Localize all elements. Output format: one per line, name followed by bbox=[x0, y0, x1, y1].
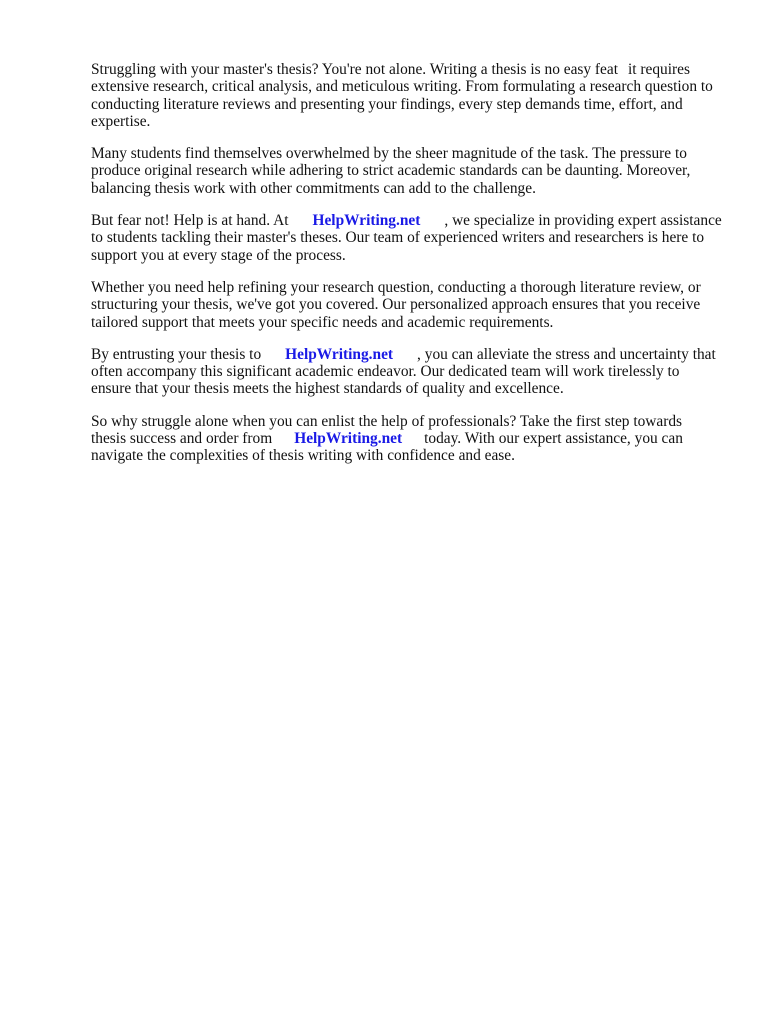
text-fragment: , you can alleviate the stress and uncertainty that bbox=[417, 345, 716, 363]
text-fragment: it requires bbox=[628, 61, 690, 78]
text-line bbox=[91, 61, 731, 78]
text-line: Whether you need help refining your research question, conducting a thorough literature review, or bbox=[91, 278, 701, 296]
text-line: balancing thesis work with other commitments can add to the challenge. bbox=[91, 179, 536, 197]
text-line: extensive research, critical analysis, and meticulous writing. From formulating a research question to bbox=[91, 78, 713, 96]
text-line: tailored support that meets your specific needs and academic requirements. bbox=[91, 313, 554, 331]
helpwriting-link[interactable]: HelpWriting.net bbox=[294, 430, 403, 448]
text-fragment: By entrusting your thesis to bbox=[91, 345, 262, 363]
paragraph-help-at-hand bbox=[91, 212, 731, 264]
text-line: So why struggle alone when you can enlist the help of professionals? Take the first step towards bbox=[91, 412, 683, 430]
paragraph-support bbox=[91, 279, 731, 331]
text-line: navigate the complexities of thesis writing with confidence and ease. bbox=[91, 447, 515, 465]
text-line: structuring your thesis, we've got you covered. Our personalized approach ensures that you receive bbox=[91, 296, 701, 314]
helpwriting-link[interactable]: HelpWriting.net bbox=[285, 345, 394, 363]
text-line: Many students find themselves overwhelmed by the sheer magnitude of the task. The pressure to bbox=[91, 145, 687, 163]
text-line bbox=[91, 346, 731, 363]
text-fragment: today. With our expert assistance, you can bbox=[424, 430, 683, 448]
text-line: ensure that your thesis meets the highest standards of quality and excellence. bbox=[91, 380, 564, 398]
text-fragment: , we specialize in providing expert assistance bbox=[444, 212, 722, 230]
text-fragment: Struggling with your master's thesis? You're not alone. Writing a thesis is no easy feat bbox=[91, 61, 618, 78]
text-line: to students tackling their master's theses. Our team of experienced writers and researchers is here to bbox=[91, 229, 705, 247]
paragraph-overwhelmed bbox=[91, 145, 731, 197]
text-fragment: thesis success and order from bbox=[91, 430, 273, 448]
text-line: often accompany this significant academic endeavor. Our dedicated team will work tirelessly to bbox=[91, 363, 680, 381]
paragraph-entrusting bbox=[91, 346, 731, 398]
text-fragment: But fear not! Help is at hand. At bbox=[91, 212, 289, 230]
paragraph-call-to-action bbox=[91, 413, 731, 465]
text-line: support you at every stage of the process. bbox=[91, 246, 346, 264]
text-line bbox=[91, 430, 731, 447]
text-line: conducting literature reviews and presenting your findings, every step demands time, effort, and bbox=[91, 95, 683, 113]
document-page bbox=[91, 61, 731, 480]
helpwriting-link[interactable]: HelpWriting.net bbox=[312, 212, 421, 230]
paragraph-intro bbox=[91, 61, 731, 130]
text-line: expertise. bbox=[91, 112, 151, 130]
text-line: produce original research while adhering to strict academic standards can be daunting. Moreover, bbox=[91, 162, 691, 180]
text-line bbox=[91, 212, 731, 229]
